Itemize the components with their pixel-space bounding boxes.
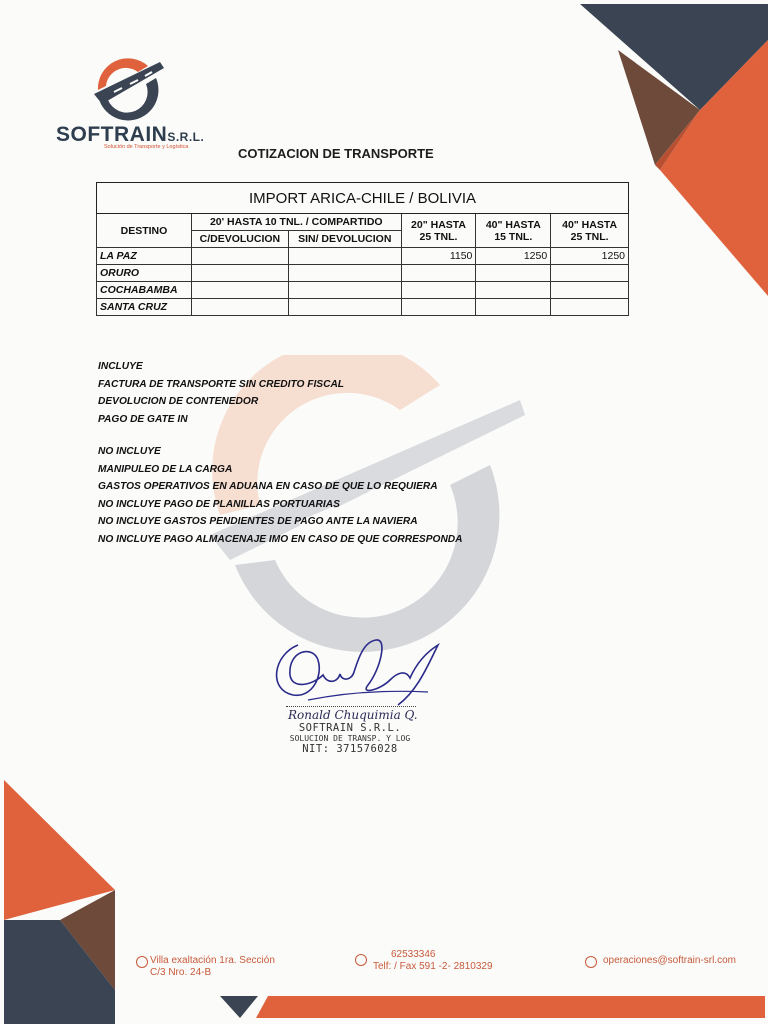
cell-sin (288, 265, 401, 282)
col-40-15-line1: 40" HASTA (485, 218, 541, 231)
destino-header: DESTINO (97, 214, 192, 248)
col-20-25-line1: 20" HASTA (411, 218, 466, 231)
bottom-left-decoration (0, 770, 120, 1024)
table-row (97, 282, 629, 299)
cell-40-15 (476, 265, 551, 282)
row-city: LA PAZ (97, 248, 192, 265)
list-item: NO INCLUYE PAGO DE PLANILLAS PORTUARIAS (98, 498, 340, 510)
cell-sin (288, 299, 401, 316)
list-item: PAGO DE GATE IN (98, 413, 188, 425)
stamp-subtitle: SOLUCION DE TRANSP. Y LOG (289, 734, 411, 743)
footer-phone (355, 949, 493, 973)
col-40-25-line2: 25 TNL. (570, 230, 609, 243)
cell-sin (288, 248, 401, 265)
brand-name-main: SOFTRAIN (56, 123, 168, 146)
list-item: NO INCLUYE GASTOS PENDIENTES DE PAGO ANTE LA NAVIERA (98, 516, 418, 527)
bottom-stripe (210, 994, 768, 1024)
cell-40-15 (476, 282, 551, 299)
list-item: FACTURA DE TRANSPORTE SIN CREDITO FISCAL (98, 378, 345, 390)
location-pin-icon (136, 956, 148, 968)
list-item: NO INCLUYE PAGO ALMACENAJE IMO EN CASO DE QUE CORRESPONDA (98, 533, 463, 545)
row-city: ORURO (97, 265, 192, 282)
table-row (97, 265, 629, 282)
cell-40-25: 1250 (551, 248, 629, 265)
group-header: 20' HASTA 10 TNL. / COMPARTIDO (191, 214, 401, 231)
brand-suffix: S.R.L. (167, 130, 205, 144)
excludes-section (98, 443, 463, 548)
list-item: DEVOLUCION DE CONTENEDOR (98, 396, 259, 407)
footer-email (585, 955, 736, 967)
brand-logo (90, 52, 168, 122)
footer-address (136, 955, 275, 979)
col-40-15-line2: 15 TNL. (494, 230, 533, 243)
cell-con (191, 299, 288, 316)
quote-table (96, 182, 629, 316)
phone-icon (355, 954, 367, 966)
cell-20-25 (401, 299, 476, 316)
sub-header-sin-devolucion: SIN/ DEVOLUCION (288, 231, 401, 248)
cell-con (191, 265, 288, 282)
table-heading: IMPORT ARICA-CHILE / BOLIVIA (97, 183, 629, 214)
signer-name: Ronald Chuquimia Q. (288, 708, 418, 722)
cell-40-15 (476, 299, 551, 316)
email-link[interactable]: operaciones@softrain-srl.com (603, 955, 736, 966)
company-stamp (270, 723, 430, 755)
list-item: GASTOS OPERATIVOS EN ADUANA EN CASO DE QUE LO REQUIERA (98, 481, 438, 492)
row-city: SANTA CRUZ (97, 299, 192, 316)
address-line1: Villa exaltación 1ra. Sección (150, 955, 275, 966)
cell-con (191, 248, 288, 265)
cell-40-25 (551, 265, 629, 282)
col-40-25-line1: 40" HASTA (562, 218, 618, 231)
cell-40-25 (551, 282, 629, 299)
brand-tagline: Solución de Transporte y Logística (104, 144, 189, 150)
col-20-25-header (401, 214, 476, 248)
includes-section (98, 358, 344, 428)
cell-20-25 (401, 265, 476, 282)
table-row (97, 248, 629, 265)
cell-sin (288, 282, 401, 299)
phone-line1: 62533346 (391, 949, 436, 960)
table-row (97, 299, 629, 316)
col-20-25-line2: 25 TNL. (419, 230, 458, 243)
col-40-15-header (476, 214, 551, 248)
col-40-25-header (551, 214, 629, 248)
phone-line2: Telf: / Fax 591 -2- 2810329 (373, 961, 493, 972)
cell-20-25: 1150 (401, 248, 476, 265)
row-city: COCHABAMBA (97, 282, 192, 299)
stamp-dotted-line (286, 706, 416, 707)
sub-header-con-devolucion: C/DEVOLUCION (191, 231, 288, 248)
cell-40-15: 1250 (476, 248, 551, 265)
list-item: MANIPULEO DE LA CARGA (98, 463, 233, 475)
document-title: COTIZACION DE TRANSPORTE (238, 146, 434, 161)
excludes-title: NO INCLUYE (98, 446, 161, 457)
cell-40-25 (551, 299, 629, 316)
stamp-nit: NIT: 371576028 (302, 743, 398, 755)
stamp-company: SOFTRAIN S.R.L. (298, 722, 402, 734)
includes-title: INCLUYE (98, 361, 143, 372)
email-icon (585, 956, 597, 968)
cell-20-25 (401, 282, 476, 299)
cell-con (191, 282, 288, 299)
address-line2: C/3 Nro. 24-B (150, 967, 212, 978)
